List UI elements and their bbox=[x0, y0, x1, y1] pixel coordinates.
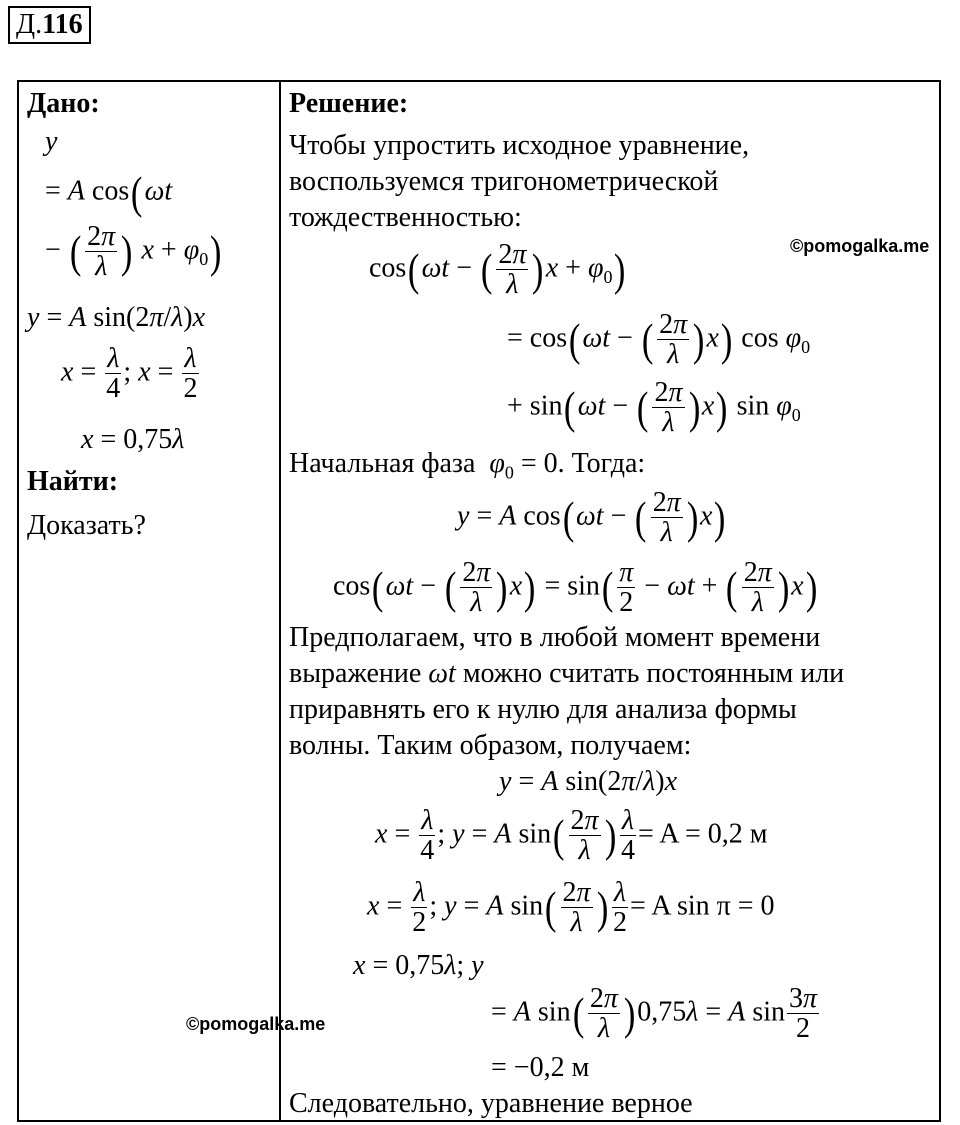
identity-line3: + sin(ωt − ( $\frac{2\pi}{\lambda}$ )x) $\sin \varphi_0$ bbox=[507, 377, 801, 439]
case-quarter: x = $\frac{\lambda}{4}$ ; y = A sin( $\frac{2\pi}{\lambda}$ ) $\frac{\lambda}{4}$ = A = 0,2 м bbox=[375, 805, 768, 867]
solution-p3-line3: приравнять его к нулю для анализа формы bbox=[289, 694, 797, 725]
solution-p2: Начальная фаза $\varphi_0 = 0$. Тогда: bbox=[289, 448, 646, 483]
given-eq4: x = 0,75λ bbox=[81, 424, 185, 455]
find-title: Найти: bbox=[27, 466, 119, 497]
case-half: x = $\frac{\lambda}{2}$ ; y = A sin( $\frac{2\pi}{\lambda}$ ) $\frac{\lambda}{2}$ = A sin π = 0 bbox=[367, 877, 775, 939]
case-075-line3: = −0,2 м bbox=[491, 1052, 590, 1083]
simplified-eq: y = A cos(ωt − ( $\frac{2\pi}{\lambda}$ )x) bbox=[457, 487, 726, 549]
solution-p1-line1: Чтобы упростить исходное уравнение, bbox=[289, 130, 750, 161]
given-eq-y: y bbox=[45, 126, 58, 157]
case-075-line2: = A sin( $\frac{2\pi}{\lambda}$ )0,75λ = A sin $\frac{3\pi}{2}$ bbox=[491, 983, 818, 1045]
cos-sin-eq: cos(ωt − ( $\frac{2\pi}{\lambda}$ )x) = sin( $\frac{\pi}{2}$ − ωt + ( $\frac{2\pi}{\lambda}$ )x) bbox=[333, 557, 817, 619]
find-text: Доказать? bbox=[27, 510, 146, 541]
given-eq3: x = $\frac{\lambda}{4}$ ; x = $\frac{\lambda}{2}$ bbox=[61, 343, 198, 405]
given-column bbox=[18, 81, 280, 1121]
watermark-top: ©pomogalka.me bbox=[790, 236, 930, 256]
identity-line1: cos(ωt − ( $\frac{2\pi}{\lambda}$ )$x + \varphi_0$) bbox=[369, 239, 626, 301]
solution-p3-line2: выражение ωt можно считать постоянным или bbox=[289, 658, 845, 689]
solution-p3-line1: Предполагаем, что в любой момент времени bbox=[289, 622, 821, 653]
identity-line2: = cos(ωt − ( $\frac{2\pi}{\lambda}$ )x) $\cos \varphi_0$ bbox=[507, 309, 811, 371]
wave-eq: y = A sin(2π/λ)x bbox=[499, 766, 678, 797]
problem-number: Д.116 bbox=[8, 6, 91, 44]
solution-p1-line2: воспользуемся тригонометрической bbox=[289, 166, 719, 197]
given-title: Дано: bbox=[27, 88, 100, 119]
watermark-bottom: ©pomogalka.me bbox=[186, 1014, 326, 1034]
conclusion: Следовательно, уравнение верное bbox=[289, 1088, 693, 1119]
given-eq1-line2: = A cos(ωt bbox=[45, 167, 173, 218]
given-eq2: y = A sin(2π/λ)x bbox=[27, 302, 206, 333]
solution-title: Решение: bbox=[289, 88, 409, 119]
given-eq1-line3: − ( $\frac{2\pi}{\lambda}$ ) $x + \varphi_0$) bbox=[45, 221, 222, 283]
case-075-line1: x = 0,75λ; y bbox=[353, 950, 484, 981]
solution-p1-line3: тождественностью: bbox=[289, 202, 522, 233]
solution-p3-line4: волны. Таким образом, получаем: bbox=[289, 730, 692, 761]
